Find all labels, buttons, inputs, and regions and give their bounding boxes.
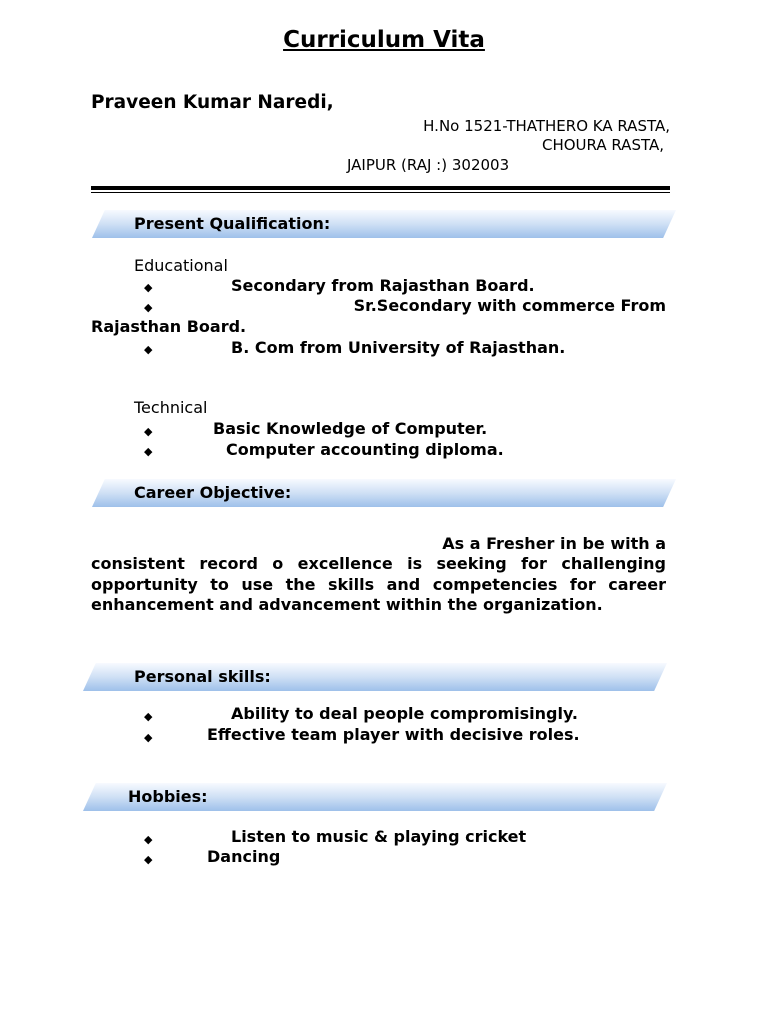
educational-item-1: Secondary from Rajasthan Board. — [231, 276, 535, 295]
bullet-icon: ◆ — [144, 710, 153, 723]
address-line-2: CHOURA RASTA, — [541, 136, 664, 154]
hobby-1: Listen to music & playing cricket — [231, 827, 527, 846]
bullet-icon: ◆ — [144, 731, 153, 744]
address-line-3: JAIPUR (RAJ :) 302003 — [347, 156, 510, 174]
career-objective-line-2: consistent record o excellence is seeking for challenging — [91, 554, 666, 573]
header-rule-thick — [91, 186, 670, 190]
bullet-icon: ◆ — [144, 445, 153, 458]
personal-skills-band — [83, 663, 667, 691]
personal-skill-1: Ability to deal people compromisingly. — [231, 704, 578, 723]
educational-label: Educational — [134, 256, 228, 275]
personal-skills-heading: Personal skills: — [134, 667, 271, 686]
address-line-1: H.No 1521-THATHERO KA RASTA, — [423, 117, 670, 135]
bullet-icon: ◆ — [144, 853, 153, 866]
career-objective-line-4: enhancement and advancement within the organization. — [91, 595, 603, 614]
personal-skill-2: Effective team player with decisive roles. — [207, 725, 580, 744]
bullet-icon: ◆ — [144, 281, 153, 294]
educational-item-2: Sr.Secondary with commerce From — [353, 296, 666, 315]
technical-item-2: Computer accounting diploma. — [226, 440, 504, 459]
bullet-icon: ◆ — [144, 833, 153, 846]
hobbies-heading: Hobbies: — [128, 787, 208, 806]
bullet-icon: ◆ — [144, 343, 153, 356]
bullet-icon: ◆ — [144, 301, 153, 314]
career-objective-heading: Career Objective: — [134, 483, 292, 502]
hobbies-band — [83, 783, 667, 811]
career-objective-line-1: As a Fresher in be with a — [442, 534, 666, 553]
career-objective-paragraph — [91, 554, 666, 616]
career-objective-band — [92, 479, 676, 507]
educational-item-2-cont: Rajasthan Board. — [91, 317, 247, 336]
header-rule-thin — [91, 192, 670, 193]
present-qualification-band — [92, 210, 676, 238]
present-qualification-heading: Present Qualification: — [134, 214, 331, 233]
applicant-name: Praveen Kumar Naredi, — [91, 92, 334, 113]
document-title: Curriculum Vita — [283, 27, 485, 53]
bullet-icon: ◆ — [144, 425, 153, 438]
technical-label: Technical — [134, 398, 208, 417]
career-objective-line-3: opportunity to use the skills and competencies for career — [91, 574, 666, 594]
technical-item-1: Basic Knowledge of Computer. — [213, 419, 488, 438]
hobby-2: Dancing — [207, 847, 281, 866]
educational-item-3: B. Com from University of Rajasthan. — [231, 338, 566, 357]
